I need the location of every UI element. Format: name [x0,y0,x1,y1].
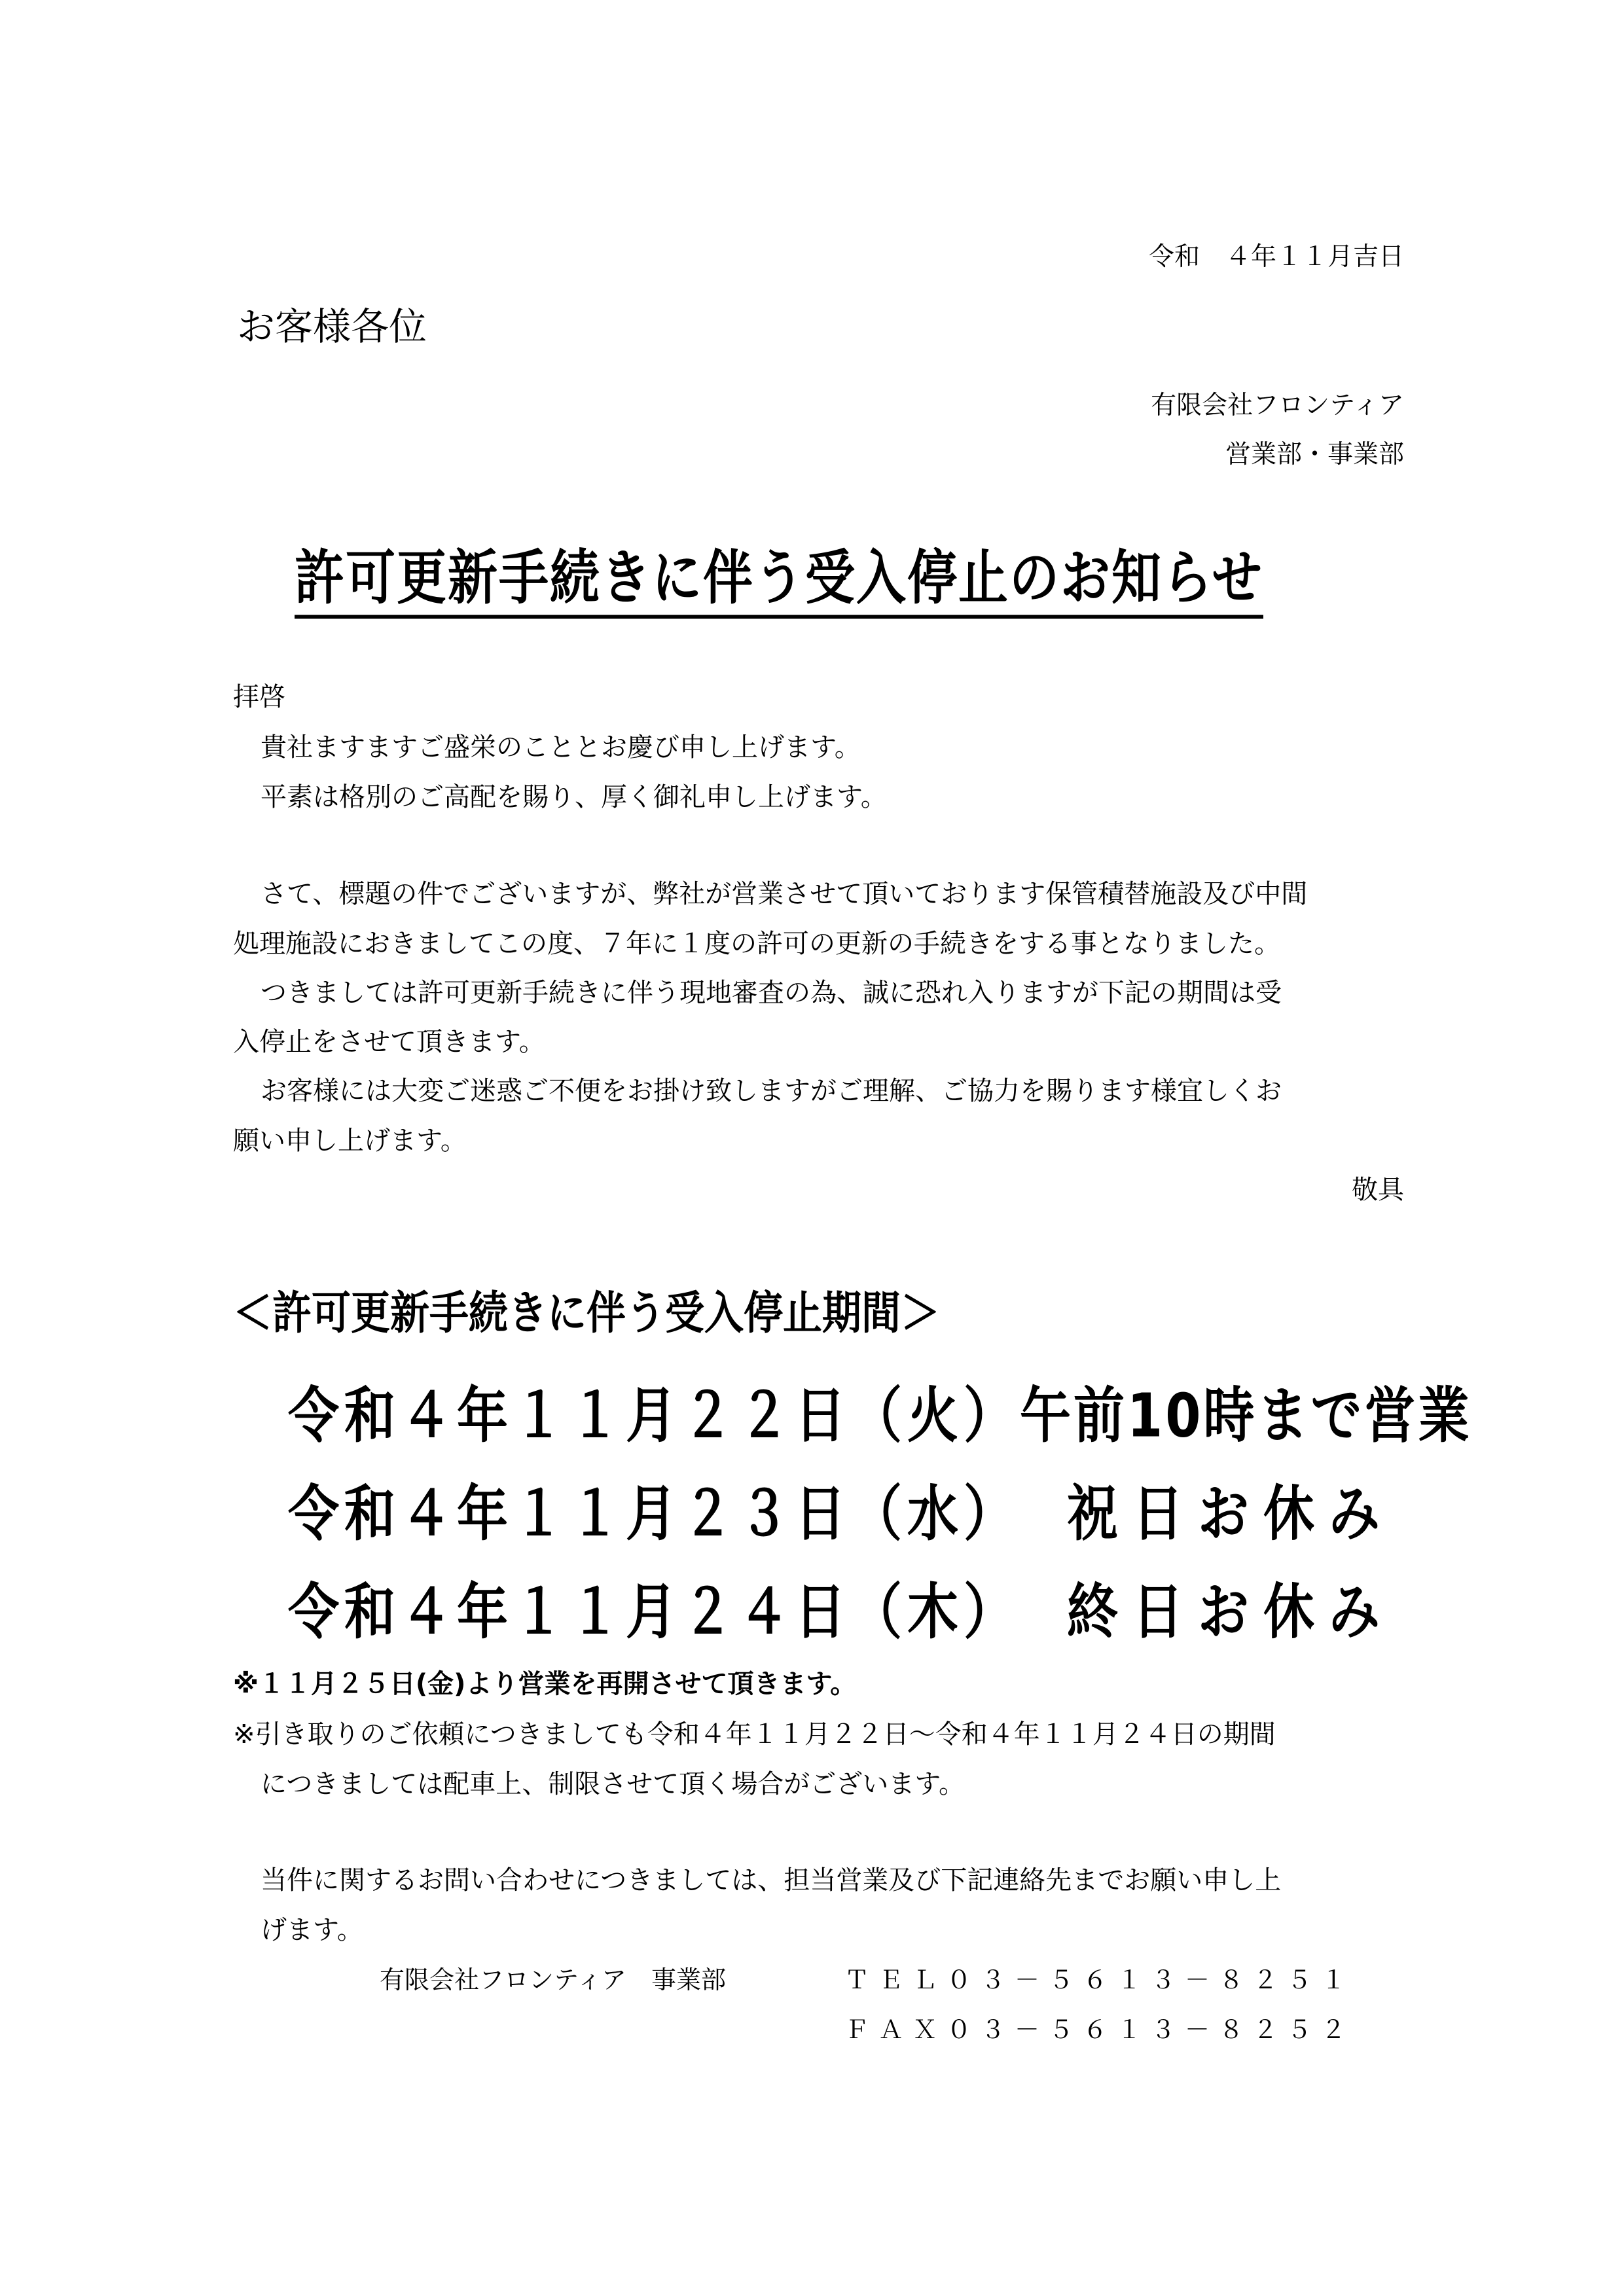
contact-intro-line-1: 当件に関するお問い合わせにつきましては、担当営業及び下記連絡先までお願い申し上 [261,1865,1282,1895]
period-date: 令和４年１１月２４日（木） [288,1577,1020,1648]
greeting-line-1: 貴社ますますご盛栄のこととお慶び申し上げます。 [261,732,861,762]
resume-note: ※１１月２５日(金)より営業を再開させて頂きます。 [233,1669,857,1699]
paragraph-3-line-2: 願い申し上げます。 [233,1126,467,1156]
period-row-3 [288,1577,1394,1648]
paragraph-3-line-1: お客様には大変ご迷惑ご不便をお掛け致しますがご理解、ご協力を賜ります様宜しくお [261,1076,1282,1106]
pickup-note-line-2: につきましては配車上、制限させて頂く場合がございます。 [261,1769,965,1799]
pickup-note-line-1: ※引き取りのご依頼につきましても令和４年１１月２２日～令和４年１１月２４日の期間 [233,1719,1276,1749]
contact-tel: ＴＥＬ０３－５６１３－８２５１ [844,1965,1356,1994]
greeting-line-2: 平素は格別のご高配を賜り、厚く御礼申し上げます。 [261,782,887,812]
period-row-2 [288,1479,1394,1550]
closing: 敬具 [1352,1175,1404,1205]
period-status: 午前10時まで営業 [1020,1381,1472,1452]
contact-fax: ＦＡＸ０３－５６１３－８２５２ [844,2015,1356,2044]
suspension-heading: ＜許可更新手続きに伴う受入停止期間＞ [233,1287,940,1340]
period-status: 終日お休み [1066,1577,1394,1648]
document-title: 許可更新手続きに伴う受入停止のお知らせ [295,548,1263,619]
sender-departments: 営業部・事業部 [1225,440,1404,469]
paragraph-1-line-1: さて、標題の件でございますが、弊社が営業させて頂いております保管積替施設及び中間 [261,879,1308,909]
period-status: 祝日お休み [1066,1479,1394,1550]
period-row-1 [288,1381,1472,1452]
opening-salutation: 拝啓 [233,682,285,712]
issue-date: 令和 ４年１１月吉日 [1148,242,1404,272]
paragraph-1-line-2: 処理施設におきましてこの度、７年に１度の許可の更新の手続きをする事となりました。 [233,929,1280,959]
period-date: 令和４年１１月２２日（火） [288,1381,1020,1452]
recipient: お客様各位 [237,304,427,349]
sender-company: 有限会社フロンティア [1151,391,1404,420]
period-date: 令和４年１１月２３日（水） [288,1479,1020,1550]
contact-organization: 有限会社フロンティア 事業部 [380,1965,726,1994]
paragraph-2-line-2: 入停止をさせて頂きます。 [233,1027,545,1057]
contact-intro-line-2: げます。 [261,1915,363,1945]
paragraph-2-line-1: つきましては許可更新手続きに伴う現地審査の為、誠に恐れ入りますが下記の期間は受 [261,978,1282,1008]
